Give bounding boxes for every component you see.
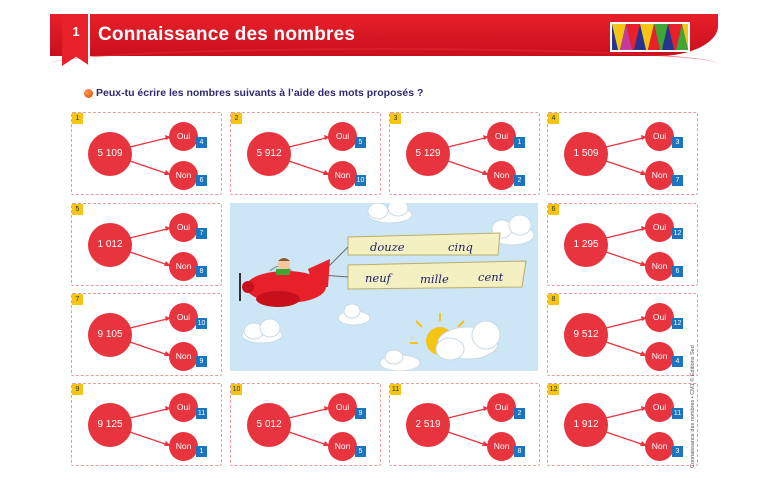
- non-code: 10: [356, 177, 365, 184]
- page-title: Connaissance des nombres: [98, 24, 356, 45]
- answer-oui[interactable]: Oui: [328, 122, 357, 151]
- answer-non[interactable]: Non: [645, 252, 674, 281]
- non-code: 6: [672, 266, 683, 277]
- exercise-card: [71, 112, 222, 195]
- banner-word-douze: douze: [370, 240, 405, 254]
- exercise-card: [547, 203, 698, 286]
- answer-non[interactable]: Non: [328, 432, 357, 461]
- exercise-card: [71, 203, 222, 286]
- exercise-card: [389, 112, 540, 195]
- oui-code: 11: [197, 410, 206, 417]
- non-code: 9: [196, 356, 207, 367]
- non-code: 6: [196, 175, 207, 186]
- oui-code: 11: [673, 410, 682, 417]
- non-code: 3: [672, 446, 683, 457]
- oui-code: 4: [196, 137, 207, 148]
- exercise-card: [389, 383, 540, 466]
- number-circle: 5 129: [406, 132, 450, 176]
- exercise-number: 8: [548, 294, 559, 305]
- answer-oui[interactable]: Oui: [169, 393, 198, 422]
- non-code: 8: [196, 266, 207, 277]
- number-circle: 5 912: [247, 132, 291, 176]
- answer-oui[interactable]: Oui: [328, 393, 357, 422]
- exercise-number: 1: [72, 113, 83, 124]
- oui-code: 5: [355, 137, 366, 148]
- oui-code: 10: [197, 320, 206, 327]
- number-circle: 1 912: [564, 403, 608, 447]
- exercise-number: 3: [390, 113, 401, 124]
- answer-oui[interactable]: Oui: [487, 393, 516, 422]
- answer-oui[interactable]: Oui: [169, 122, 198, 151]
- instruction-text: Peux-tu écrire les nombres suivants à l’aide des mots proposés ?: [96, 87, 424, 99]
- oui-code: 7: [196, 228, 207, 239]
- number-circle: 2 519: [406, 403, 450, 447]
- publisher-logo: [610, 22, 690, 52]
- answer-oui[interactable]: Oui: [645, 393, 674, 422]
- exercise-number: 7: [72, 294, 83, 305]
- exercise-number: 11: [391, 386, 400, 393]
- exercise-card: [230, 383, 381, 466]
- banner-word-mille: mille: [420, 272, 449, 286]
- exercise-card: [547, 293, 698, 376]
- non-code: 5: [355, 446, 366, 457]
- number-circle: 1 012: [88, 223, 132, 267]
- exercise-number: 10: [232, 386, 241, 393]
- oui-code: 12: [673, 230, 682, 237]
- number-circle: 5 109: [88, 132, 132, 176]
- exercise-number: 9: [72, 384, 83, 395]
- banner-word-cinq: cinq: [448, 240, 473, 254]
- answer-non[interactable]: Non: [169, 252, 198, 281]
- answer-non[interactable]: Non: [645, 432, 674, 461]
- banner-word-cent: cent: [478, 270, 504, 284]
- exercise-number: 5: [72, 204, 83, 215]
- answer-non[interactable]: Non: [645, 342, 674, 371]
- oui-code: 9: [355, 408, 366, 419]
- oui-code: 1: [514, 137, 525, 148]
- answer-oui[interactable]: Oui: [169, 303, 198, 332]
- exercise-number: 4: [548, 113, 559, 124]
- oui-code: 3: [672, 137, 683, 148]
- answer-oui[interactable]: Oui: [169, 213, 198, 242]
- exercise-card: [71, 293, 222, 376]
- non-code: 1: [196, 446, 207, 457]
- bullet-icon: [84, 89, 93, 98]
- answer-non[interactable]: Non: [487, 161, 516, 190]
- number-circle: 1 509: [564, 132, 608, 176]
- number-circle: 9 512: [564, 313, 608, 357]
- exercise-card: [547, 112, 698, 195]
- oui-code: 2: [514, 408, 525, 419]
- exercise-card: [230, 112, 381, 195]
- answer-non[interactable]: Non: [169, 161, 198, 190]
- answer-oui[interactable]: Oui: [645, 122, 674, 151]
- answer-oui[interactable]: Oui: [487, 122, 516, 151]
- answer-oui[interactable]: Oui: [645, 213, 674, 242]
- non-code: 4: [672, 356, 683, 367]
- answer-non[interactable]: Non: [169, 432, 198, 461]
- chapter-number: 1: [72, 24, 80, 39]
- answer-non[interactable]: Non: [645, 161, 674, 190]
- number-circle: 1 295: [564, 223, 608, 267]
- exercise-number: 2: [231, 113, 242, 124]
- non-code: 2: [514, 175, 525, 186]
- banner-word-neuf: neuf: [365, 271, 391, 285]
- airplane-illustration: [230, 203, 538, 371]
- number-circle: 9 125: [88, 403, 132, 447]
- number-circle: 5 012: [247, 403, 291, 447]
- exercise-card: [71, 383, 222, 466]
- answer-non[interactable]: Non: [328, 161, 357, 190]
- exercise-card: [547, 383, 698, 466]
- exercise-number: 6: [548, 204, 559, 215]
- non-code: 7: [672, 175, 683, 186]
- number-circle: 9 105: [88, 313, 132, 357]
- answer-oui[interactable]: Oui: [645, 303, 674, 332]
- exercise-number: 12: [549, 386, 558, 393]
- answer-non[interactable]: Non: [487, 432, 516, 461]
- side-credit: Connaissance des nombres • CM1 © Éditions Sed: [690, 345, 696, 468]
- answer-non[interactable]: Non: [169, 342, 198, 371]
- oui-code: 12: [673, 320, 682, 327]
- non-code: 8: [514, 446, 525, 457]
